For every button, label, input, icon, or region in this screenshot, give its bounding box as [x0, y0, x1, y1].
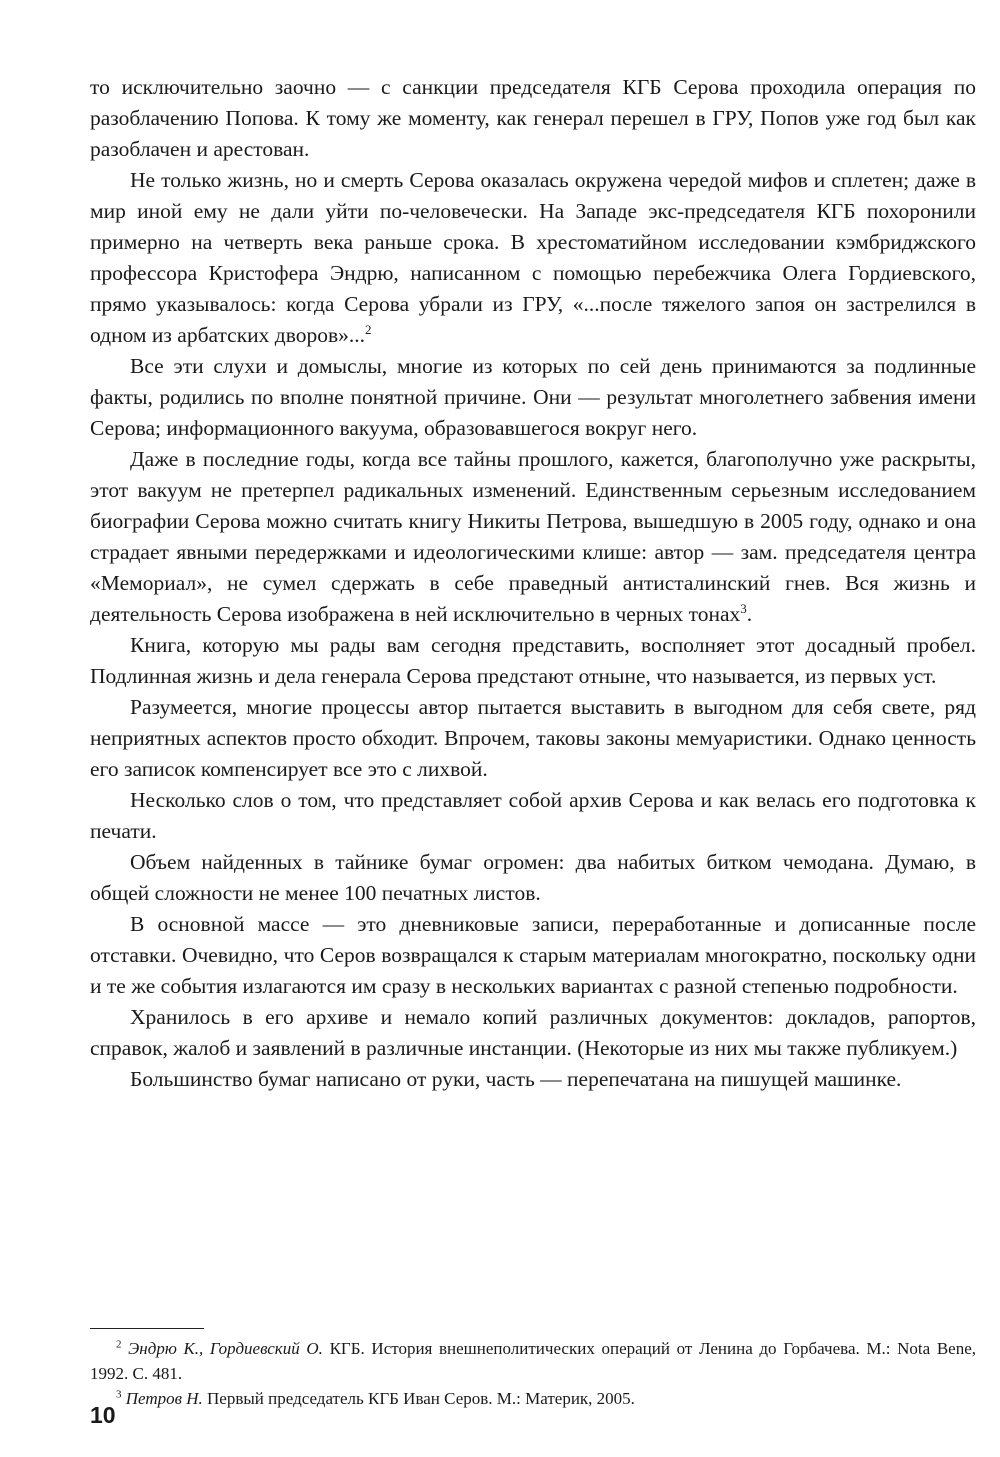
paragraph-6: Разумеется, многие процессы автор пытается выставить в выгодном для себя свете, ряд неприятных аспектов просто обходит. Впрочем, таковы законы мемуаристики. Однако ценность его записок компенсирует все это с лихвой. — [90, 695, 976, 781]
footnote-reference-3[interactable]: 3 — [740, 600, 747, 616]
paragraph-9: В основной массе — это дневниковые записи, переработанные и дописанные после отставки. Очевидно, что Серов возвращался к старым материалам многократно, поскольку одни и те же события излагаются им сразу в нескольких вариантах с разной степенью подробности. — [90, 912, 976, 998]
paragraph-7: Несколько слов о том, что представляет собой архив Серова и как велась его подготовка к печати. — [90, 788, 976, 843]
footnote-2: $^2$ Эндрю К., Гордиевский О. КГБ. История внешнеполитических операций от Ленина до Горбачева. М.: Nota Bene, 1992. С. 481. — [90, 1338, 977, 1383]
footnote-3: $^3$ Петров Н. Первый председатель КГБ Иван Серов. М.: Материк, 2005. — [116, 1388, 635, 1408]
footnote-author: Эндрю К., Гордиевский О. — [128, 1339, 323, 1358]
paragraph-8: Объем найденных в тайнике бумаг огромен: два набитых битком чемодана. Думаю, в общей сложности не менее 100 печатных листов. — [90, 850, 976, 905]
page-number: 10 — [90, 1402, 116, 1428]
footnotes — [90, 1336, 976, 1411]
main-text — [90, 72, 976, 1095]
footnote-author: Петров Н. — [125, 1389, 203, 1408]
paragraph-4: Даже в последние годы, когда все тайны прошлого, кажется, благополучно уже раскрыты, этот вакуум не претерпел радикальных изменений. Единственным серьезным исследованием биографии Серова можно считать книгу Никиты Петрова, вышедшую в 2005 году, однако и она страдает явными передержками и идеологическими клише: автор — зам. председателя центра «Мемориал», не сумел сдержать в себе праведный антисталинский гнев. Вся жизнь и деятельность Серова изображена в ней исключительно в черных тонах$^3$. — [90, 447, 976, 626]
paragraph-2: Не только жизнь, но и смерть Серова оказалась окружена чередой мифов и сплетен; даже в мир иной ему не дали уйти по-человечески. На Западе экс-председателя КГБ похоронили примерно на четверть века раньше срока. В хрестоматийном исследовании кэмбриджского профессора Кристофера Эндрю, написанном с помощью перебежчика Олега Гордиевского, прямо указывалось: когда Серова убрали из ГРУ, «...после тяжелого запоя он застрелился в одном из арбатских дворов»...$^2$ — [90, 168, 976, 347]
paragraph-11: Большинство бумаг написано от руки, часть — перепечатана на пишущей машинке. — [130, 1067, 902, 1091]
paragraph-5: Книга, которую мы рады вам сегодня представить, восполняет этот досадный пробел. Подлинная жизнь и дела генерала Серова предстают отныне, что называется, из первых уст. — [90, 633, 976, 688]
paragraph-10: Хранилось в его архиве и немало копий различных документов: докладов, рапортов, справок, жалоб и заявлений в различные инстанции. (Некоторые из них мы также публикуем.) — [90, 1005, 976, 1060]
paragraph-1: то исключительно заочно — с санкции председателя КГБ Серова проходила операция по разоблачению Попова. К тому же моменту, как генерал перешел в ГРУ, Попов уже год был как разоблачен и арестован. — [90, 75, 976, 161]
footnote-reference-2[interactable]: 2 — [365, 321, 372, 337]
footnote-separator — [90, 1328, 204, 1329]
paragraph-3: Все эти слухи и домыслы, многие из которых по сей день принимаются за подлинные факты, родились по вполне понятной причине. Они — результат многолетнего забвения имени Серова; информационного вакуума, образовавшегося вокруг него. — [90, 354, 976, 440]
